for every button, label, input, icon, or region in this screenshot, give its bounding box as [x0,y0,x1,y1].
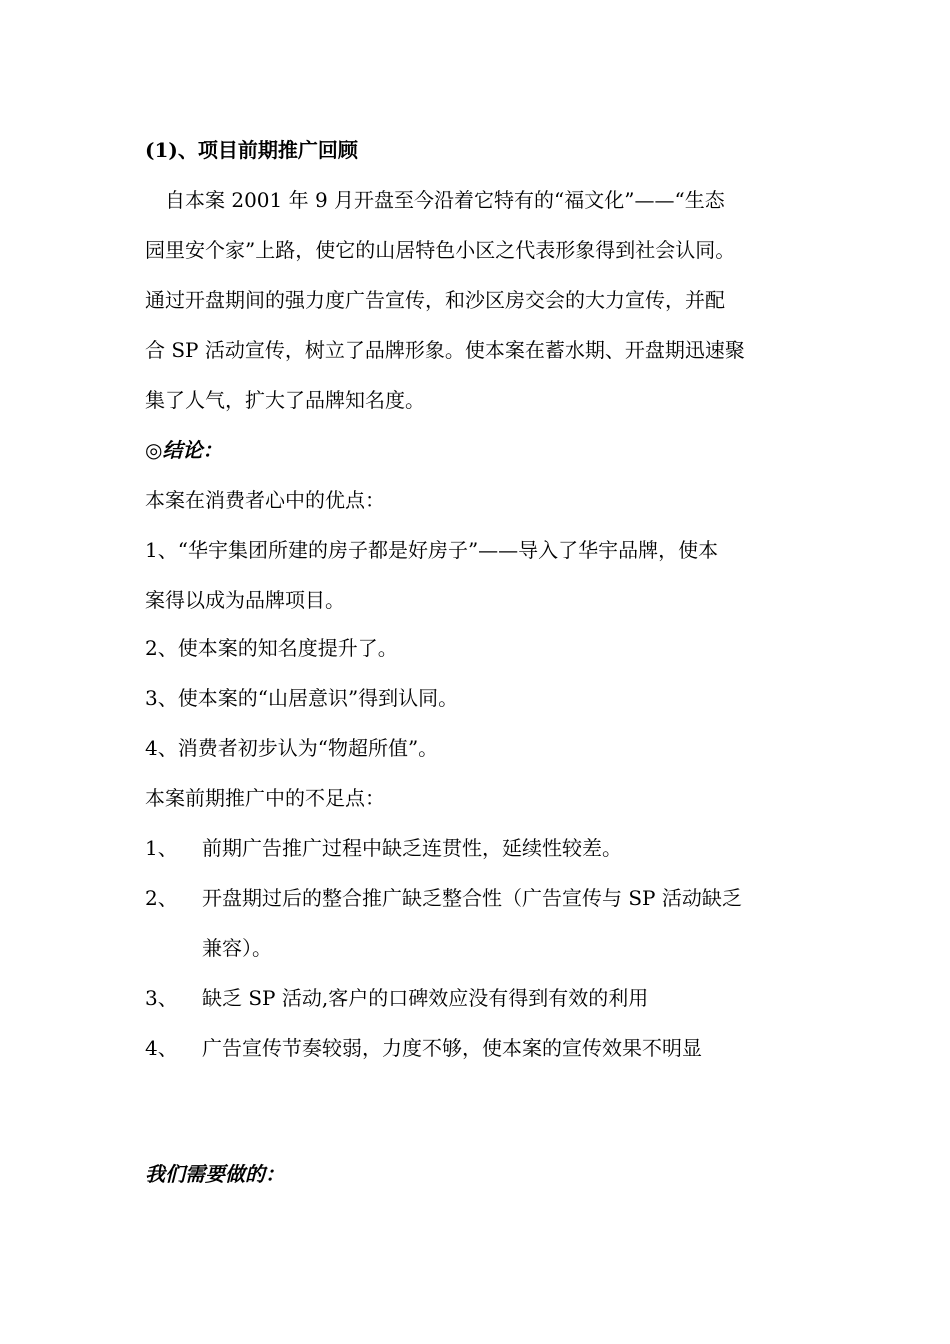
shortcoming-number-3: 3、 [145,986,178,1010]
advantage-item-3: 3、使本案的“山居意识”得到认同。 [145,686,459,710]
shortcoming-number-4: 4、 [145,1036,178,1060]
advantages-title: 本案在消费者心中的优点： [145,488,385,512]
intro-line-4: 合 SP 活动宣传，树立了品牌形象。使本案在蓄水期、开盘期迅速聚 [145,338,745,362]
shortcoming-item-2-cont: 兼容）。 [202,936,272,960]
advantage-item-2: 2、使本案的知名度提升了。 [145,636,398,660]
shortcoming-number-1: 1、 [145,836,178,860]
shortcoming-item-4: 广告宣传节奏较弱，力度不够，使本案的宣传效果不明显 [202,1036,702,1060]
shortcoming-item-2: 开盘期过后的整合推广缺乏整合性（广告宣传与 SP 活动缺乏 [202,886,742,910]
conclusion-label: ◎结论： [145,438,223,462]
advantage-item-1-cont: 案得以成为品牌项目。 [145,588,345,612]
shortcomings-title: 本案前期推广中的不足点： [145,786,385,810]
todo-heading: 我们需要做的： [145,1162,285,1186]
intro-line-2: 园里安个家”上路，使它的山居特色小区之代表形象得到社会认同。 [145,238,736,262]
shortcoming-item-1: 前期广告推广过程中缺乏连贯性，延续性较差。 [202,836,622,860]
shortcoming-item-3: 缺乏 SP 活动,客户的口碑效应没有得到有效的利用 [202,986,649,1010]
intro-line-5: 集了人气，扩大了品牌知名度。 [145,388,425,412]
section-heading: (1)、项目前期推广回顾 [145,138,358,162]
shortcoming-number-2: 2、 [145,886,178,910]
intro-line-3: 通过开盘期间的强力度广告宣传，和沙区房交会的大力宣传，并配 [145,288,725,312]
advantage-item-1: 1、“华宇集团所建的房子都是好房子”——导入了华宇品牌，使本 [145,538,719,562]
advantage-item-4: 4、消费者初步认为“物超所值”。 [145,736,439,760]
intro-line-1: 自本案 2001 年 9 月开盘至今沿着它特有的“福文化”——“生态 [165,188,725,212]
